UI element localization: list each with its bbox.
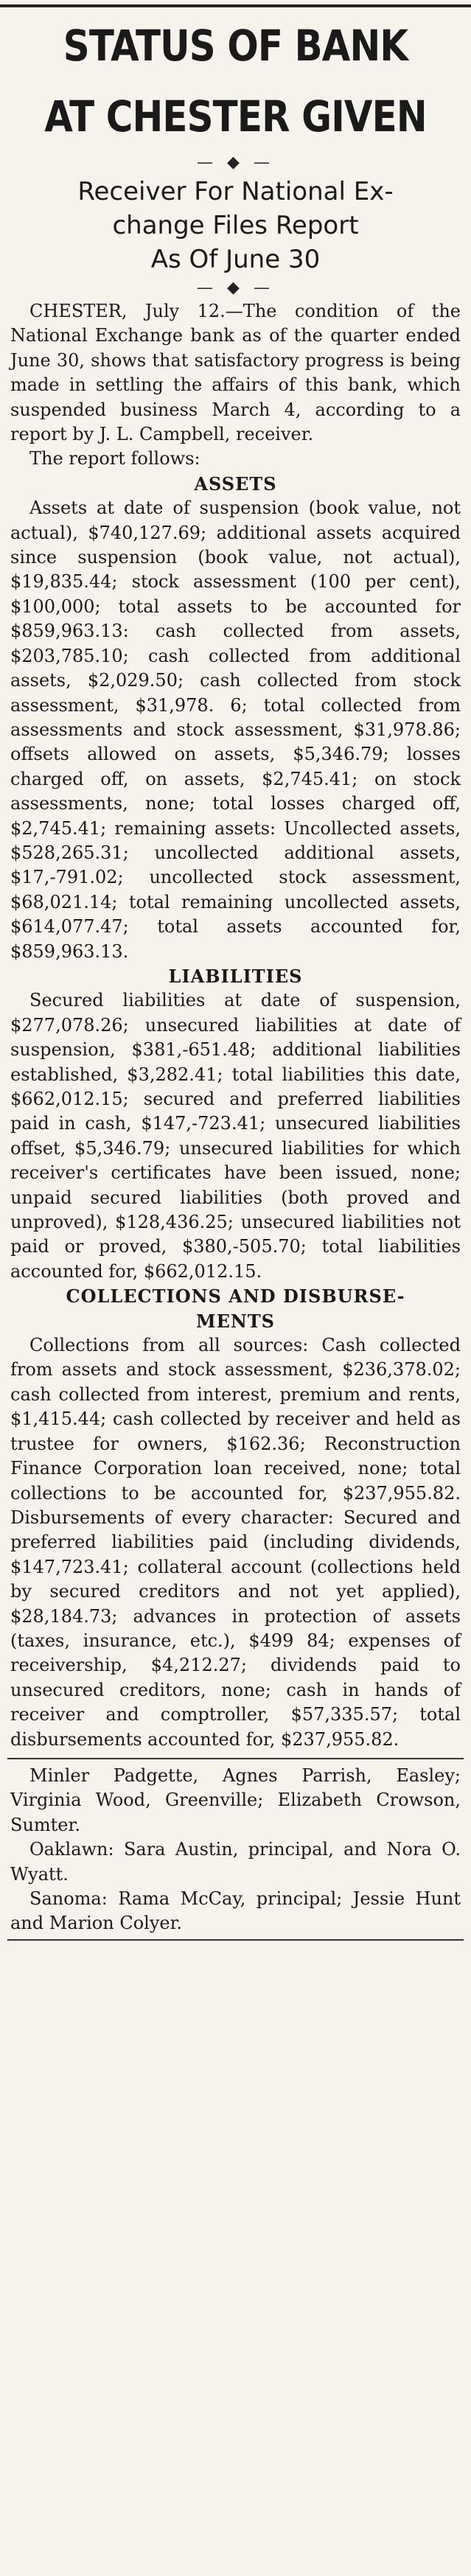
liabilities-paragraph: Secured liabilities at date of suspension, $277,078.26; unsecured liabilities at date of suspension, $381,-651.48; additional liabilities established, $3,282.41; total liabilities this date, $662,012.15; secured and preferred liabilities paid in cash, $147,-723.41; unsecured liabilities offset, $5,346.79; unsecured liabilities for which receiver's certificates have been issued, none; unpaid secured liabilities (both proved and unproved), $128,436.25; unsecured liabilities not paid or proved, $380,-505.70; total liabilities accounted for, $662,012.15. [10,990,461,1282]
subhead-line-2: change Files Report [112,211,359,240]
subhead-separator: — ◆ — [197,279,274,297]
next-item-paragraph-1: Minler Padgette, Agnes Parrish, Easley; Virginia Wood, Greenville; Elizabeth Crowson, Sumter. [10,1765,461,1835]
top-rule [0,4,471,7]
next-item-body [10,1764,461,1936]
subhead-line-1: Receiver For National Ex- [77,177,394,206]
article-divider [7,1758,464,1759]
headline-separator: — ◆ — [197,153,274,172]
article-body [10,299,461,1752]
assets-heading: ASSETS [194,472,277,495]
headline-line-2: AT CHESTER GIVEN [44,91,427,142]
next-item-paragraph-2: Oaklawn: Sara Austin, principal, and Nora O. Wyatt. [10,1839,461,1885]
collections-paragraph: Collections from all sources: Cash collected from assets and stock assessment, $236,378.02; cash collected from interest, premium and rents, $1,415.44; cash collected by receiver and held as trustee for owners, $162.36; Reconstruction Finance Corporation loan received, none; total collections to be accounted for, $237,955.82. Disbursements of every character: Secured and preferred liabilities paid (including dividends, $147,723.41; collateral account (collections held by secured creditors and not yet applied), $28,184.73; advances in protection of assets (taxes, insurance, etc.), $499 84; expenses of receivership, $4,212.27; dividends paid to unsecured creditors, none; cash in hands of receiver and comptroller, $57,335.57; total disbursements accounted for, $237,955.82. [10,1335,461,1750]
collections-heading-line-1: COLLECTIONS AND DISBURSE- [66,1285,405,1308]
liabilities-heading: LIABILITIES [168,965,303,987]
headline-line-1: STATUS OF BANK [63,21,408,71]
next-item-paragraph-3: Sanoma: Rama McCay, principal; Jessie Hunt and Marion Colyer. [10,1888,461,1934]
bottom-rule [7,1939,464,1941]
report-follows: The report follows: [29,448,200,470]
collections-heading-line-2: MENTS [196,1310,275,1332]
article-intro: CHESTER, July 12.—The condition of the National Exchange bank as of the quarter ended June 30, shows that satisfactory progress is being made in settling the affairs of this bank, which suspended business March 4, according to a report by J. L. Campbell, receiver. [10,301,461,445]
assets-paragraph: Assets at date of suspension (book value, not actual), $740,127.69; additional assets acquired since suspension (book value, not actual), $19,835.44; stock assessment (100 per cent), $100,000; total assets to be accounted for $859,963.13: cash collected from assets, $203,785.10; cash collected from additional assets, $2,029.50; cash collected from stock assessment, $31,978. 6; total collected from assessments and stock assessment, $31,978.86; offsets allowed on assets, $5,346.79; losses charged off, on assets, $2,745.41; on stock assessments, none; total losses charged off, $2,745.41; remaining assets: Uncollected assets, $528,265.31; uncollected additional assets, $17,-791.02; uncollected stock assessment, $68,021.14; total remaining uncollected assets, $614,077.47; total assets accounted for, $859,963.13. [10,498,461,962]
subhead-line-3: As Of June 30 [150,245,321,274]
